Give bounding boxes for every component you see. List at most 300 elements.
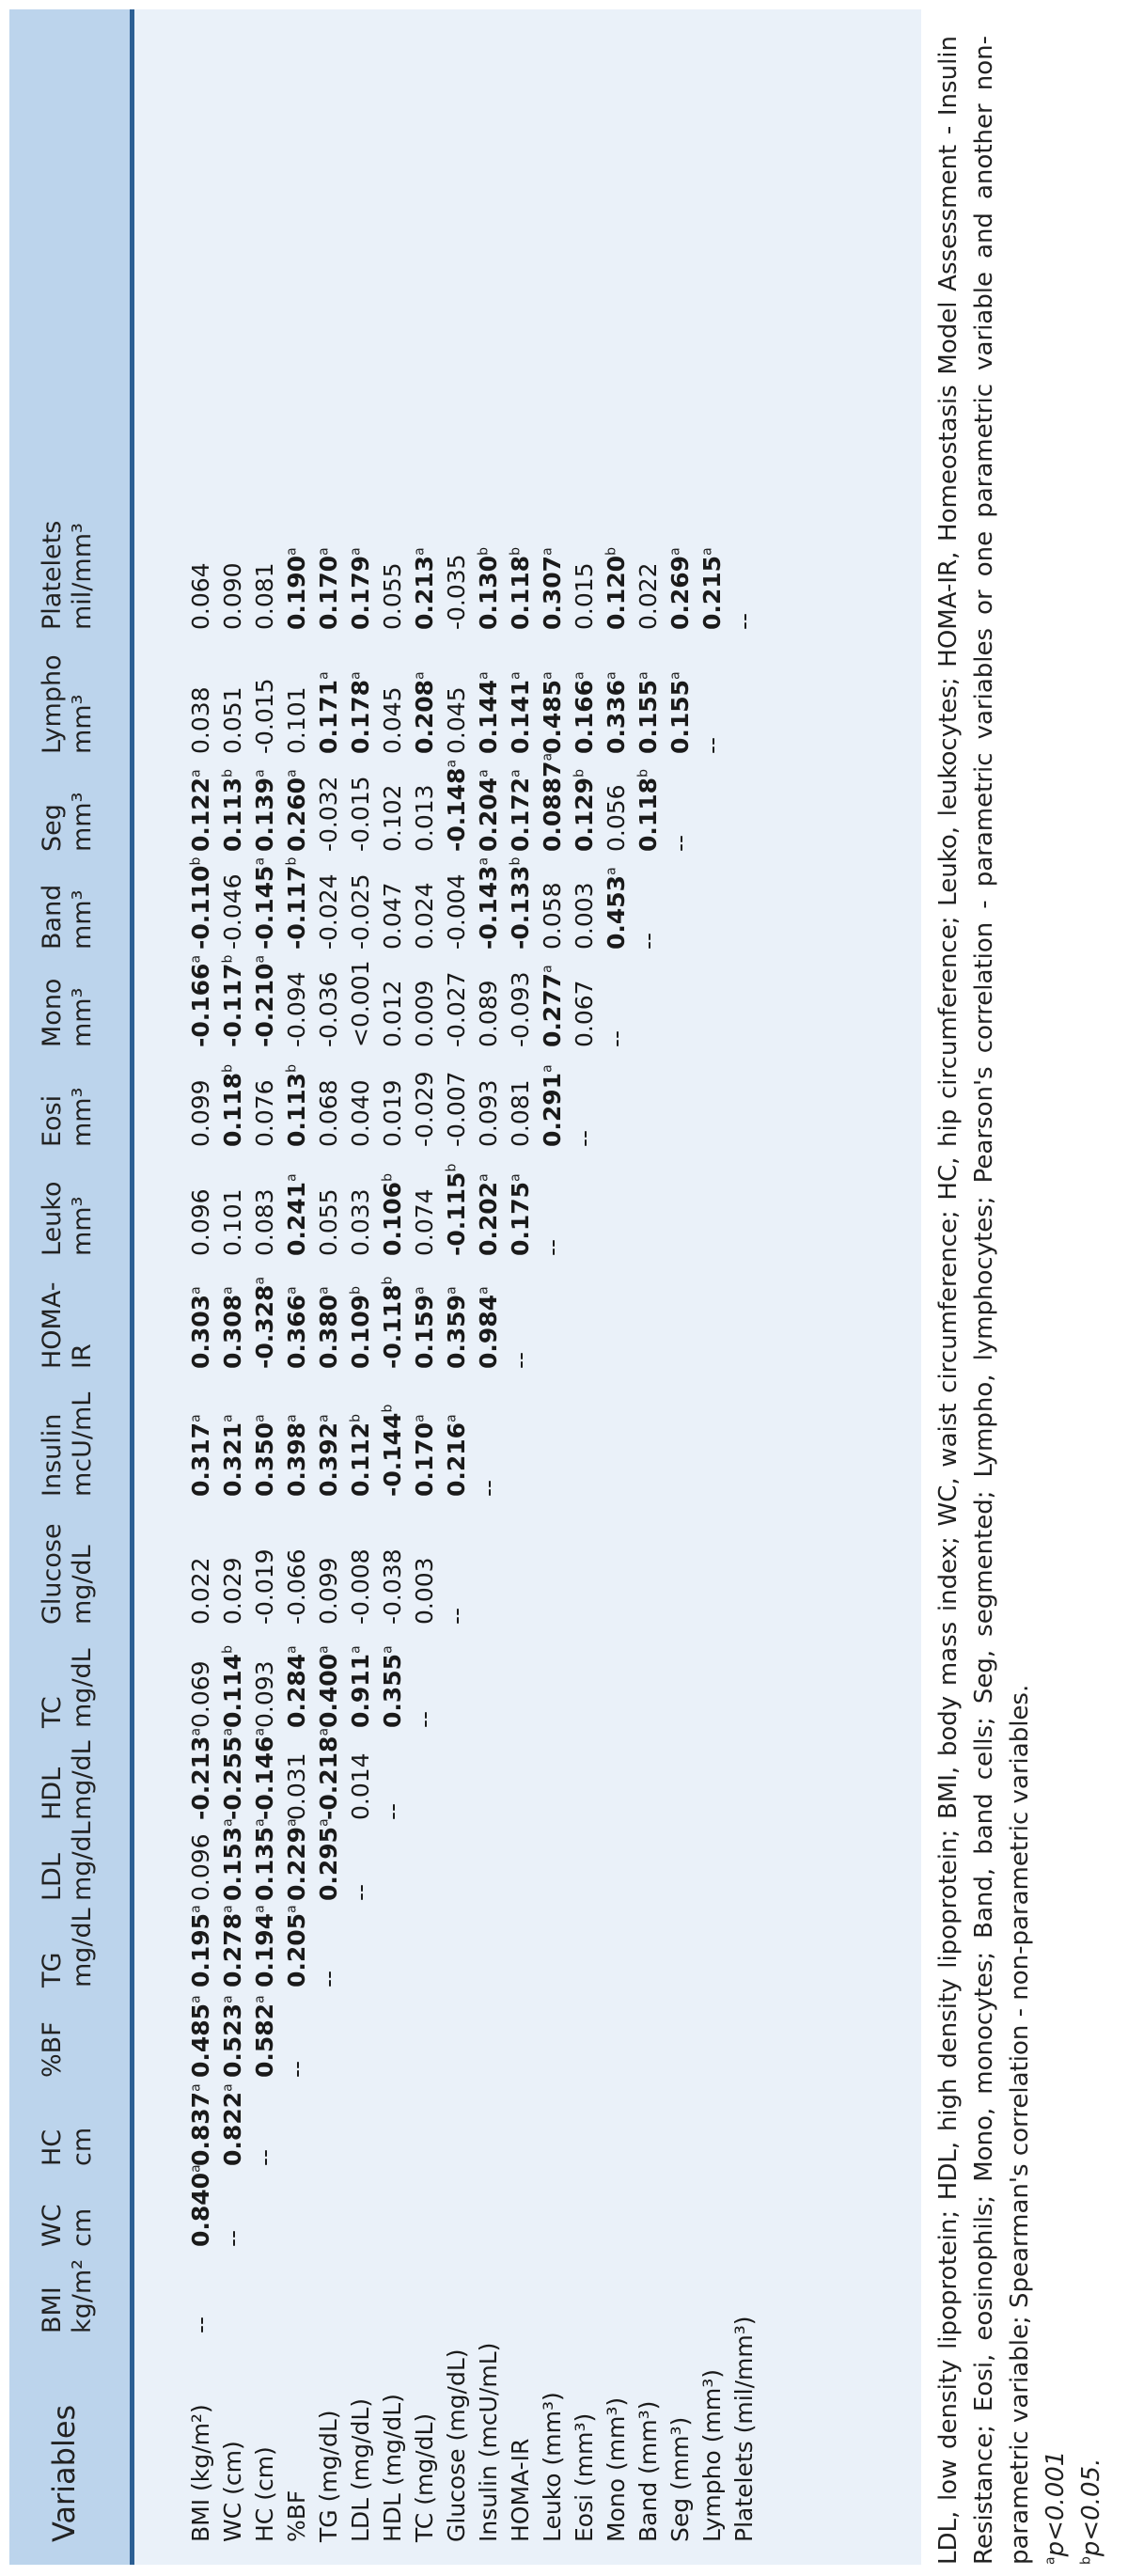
correlation-cell <box>664 498 696 630</box>
significance-marker: a <box>252 769 268 778</box>
significance-marker: a <box>508 769 524 778</box>
correlation-cell <box>728 1147 760 1256</box>
correlation-cell <box>248 630 280 754</box>
cell-value: 0.170 <box>314 555 342 630</box>
correlation-cell <box>600 1497 632 1625</box>
column-header-name: Band <box>38 884 67 950</box>
correlation-cell <box>344 2166 376 2247</box>
significance-marker: a <box>220 2083 236 2092</box>
correlation-cell <box>568 1147 600 1256</box>
correlation-cell <box>664 852 696 950</box>
correlation-cell <box>248 950 280 1047</box>
column-header <box>9 1369 169 1497</box>
column-header-unit: mm³ <box>68 987 97 1047</box>
cell-value: 0.003 <box>570 882 598 950</box>
correlation-cell <box>536 852 568 950</box>
correlation-cell <box>408 1497 440 1625</box>
cell-value: 0.019 <box>378 1079 406 1147</box>
correlation-cell <box>169 1497 216 1625</box>
correlation-cell <box>696 1497 728 1625</box>
column-header <box>9 2247 169 2333</box>
cell-value: 0.040 <box>346 1079 374 1147</box>
significance-marker: b <box>220 769 236 778</box>
column-header-unit: cm <box>68 2127 97 2166</box>
significance-note-a: $^a$p<0.001 <box>1042 2450 1070 2565</box>
cell-value: 0.175 <box>506 1181 534 1256</box>
correlation-cell <box>216 2078 248 2166</box>
correlation-cell <box>248 754 280 852</box>
correlation-cell <box>216 2247 248 2333</box>
significance-note-b: $^b$p<0.05. <box>1077 2458 1105 2565</box>
correlation-cell <box>568 852 600 950</box>
correlation-cell <box>169 1901 216 1987</box>
column-header-unit: kg/m² <box>68 2259 97 2333</box>
correlation-cell <box>632 2247 664 2333</box>
cell-value: -0.007 <box>442 1071 470 1147</box>
cell-value: 0.398 <box>282 1422 310 1497</box>
correlation-cell <box>600 498 632 630</box>
cell-value: 0.022 <box>186 1557 214 1625</box>
correlation-cell <box>536 1728 568 1820</box>
significance-marker: a <box>316 1645 332 1654</box>
significance-marker: b <box>508 856 524 866</box>
correlation-cell <box>536 1987 568 2078</box>
cell-value: 0.179 <box>346 555 374 630</box>
correlation-cell <box>504 1047 536 1147</box>
significance-marker: a <box>476 1173 492 1182</box>
correlation-cell <box>169 1369 216 1497</box>
cell-value: 0.984 <box>474 1294 502 1369</box>
correlation-cell <box>632 2078 664 2166</box>
cell-value: 0.216 <box>442 1422 470 1497</box>
row-label: LDL (mg/dL) <box>346 2397 374 2542</box>
row-label: TG (mg/dL) <box>314 2410 342 2542</box>
significance-marker: b <box>476 547 492 556</box>
correlation-cell <box>376 1901 408 1987</box>
correlation-cell <box>536 1147 568 1256</box>
cell-value: 0.114 <box>218 1653 246 1728</box>
column-header-unit: mm³ <box>68 694 97 754</box>
correlation-cell <box>440 1820 472 1901</box>
cell-value: -- <box>634 932 662 950</box>
correlation-cell <box>728 1625 760 1728</box>
correlation-cell <box>216 852 248 950</box>
table-row <box>344 498 376 2565</box>
correlation-cell <box>312 1497 344 1625</box>
significance-marker: a <box>188 1414 204 1422</box>
correlation-cell <box>600 1987 632 2078</box>
correlation-cell <box>376 630 408 754</box>
correlation-cell <box>568 1369 600 1497</box>
table-header-row <box>9 498 169 2565</box>
correlation-cell <box>568 2247 600 2333</box>
cell-value: 0.380 <box>314 1294 342 1369</box>
correlation-cell <box>408 630 440 754</box>
significance-marker: a <box>540 671 556 680</box>
correlation-cell <box>408 1256 440 1369</box>
cell-value: -0.213 <box>186 1736 214 1820</box>
correlation-cell <box>344 1369 376 1497</box>
correlation-cell <box>408 1147 440 1256</box>
correlation-cell <box>536 498 568 630</box>
correlation-cell <box>169 498 216 630</box>
correlation-cell <box>472 852 504 950</box>
column-header-unit: mm³ <box>68 889 97 950</box>
correlation-cell <box>504 630 536 754</box>
cell-value: -- <box>186 2316 214 2333</box>
table-row <box>472 498 504 2565</box>
cell-value: -0.027 <box>442 971 470 1047</box>
correlation-cell <box>568 950 600 1047</box>
correlation-cell <box>248 1987 280 2078</box>
cell-value: 0.0887 <box>538 761 566 852</box>
column-header-name: Glucose <box>38 1523 67 1625</box>
significance-marker: a <box>188 769 204 778</box>
correlation-cell <box>696 1820 728 1901</box>
correlation-cell <box>376 1820 408 1901</box>
correlation-cell <box>216 754 248 852</box>
column-header-name: Platelets <box>38 520 67 630</box>
cell-value: 0.013 <box>410 784 438 852</box>
correlation-cell <box>440 2078 472 2166</box>
row-label: Band (mm³) <box>634 2400 662 2542</box>
correlation-cell <box>568 1728 600 1820</box>
cell-value: 0.355 <box>378 1653 406 1728</box>
cell-value: -0.144 <box>378 1412 406 1497</box>
cell-value: 0.172 <box>506 777 534 852</box>
correlation-cell <box>248 1625 280 1728</box>
significance-marker: b <box>572 769 588 778</box>
table-row <box>568 498 600 2565</box>
significance-marker: a <box>188 2164 204 2173</box>
cell-value: 0.067 <box>570 980 598 1047</box>
significance-marker: b <box>220 1645 236 1654</box>
significance-marker: a <box>284 1414 300 1422</box>
column-header-name: Seg <box>38 804 67 852</box>
correlation-cell <box>728 950 760 1047</box>
row-label: Seg (mm³) <box>666 2416 694 2542</box>
cell-value: 0.056 <box>602 784 630 852</box>
correlation-cell <box>568 1901 600 1987</box>
cell-value: -- <box>729 612 758 630</box>
correlation-cell <box>536 754 568 852</box>
significance-marker: a <box>188 1286 204 1295</box>
column-header <box>9 1497 169 1625</box>
correlation-cell <box>504 1728 536 1820</box>
correlation-cell <box>504 1369 536 1497</box>
correlation-cell <box>280 1256 312 1369</box>
table-row <box>600 498 632 2565</box>
correlation-cell <box>696 1901 728 1987</box>
cell-value: -0.008 <box>346 1548 374 1625</box>
cell-value: 0.822 <box>218 2091 246 2166</box>
column-header-unit: mm³ <box>68 1196 97 1256</box>
significance-marker: b <box>444 1163 460 1172</box>
correlation-cell <box>728 1987 760 2078</box>
correlation-cell <box>376 1625 408 1728</box>
significance-marker: a <box>220 1818 236 1827</box>
significance-marker: a <box>603 671 619 680</box>
cell-value: 0.155 <box>634 679 662 754</box>
correlation-cell <box>632 950 664 1047</box>
cell-value: 0.129 <box>570 777 598 852</box>
cell-value: 0.112 <box>346 1422 374 1497</box>
correlation-cell <box>216 1047 248 1147</box>
correlation-cell <box>376 498 408 630</box>
correlation-cell <box>248 1147 280 1256</box>
cell-value: 0.120 <box>602 555 630 630</box>
correlation-cell <box>312 1625 344 1728</box>
significance-marker: a <box>412 547 428 556</box>
correlation-cell <box>344 2078 376 2166</box>
correlation-cell <box>440 2247 472 2333</box>
column-header-unit: cm <box>68 2207 97 2247</box>
cell-value: 0.096 <box>186 1188 214 1256</box>
cell-value: 0.106 <box>378 1181 406 1256</box>
significance-marker: a <box>603 867 619 875</box>
cell-value: 0.038 <box>186 686 214 754</box>
cell-value: 0.118 <box>634 777 662 852</box>
column-header-unit: mm³ <box>68 1087 97 1147</box>
correlation-cell <box>472 1901 504 1987</box>
significance-marker: b <box>380 1276 396 1285</box>
cell-value: 0.022 <box>634 562 662 630</box>
correlation-cell <box>312 1369 344 1497</box>
correlation-cell <box>216 1820 248 1901</box>
cell-value: 0.303 <box>186 1294 214 1369</box>
correlation-cell <box>568 630 600 754</box>
cell-value: 0.195 <box>186 1912 214 1987</box>
cell-value: -0.148 <box>442 767 470 852</box>
correlation-cell <box>408 2247 440 2333</box>
correlation-cell <box>169 1820 216 1901</box>
correlation-cell <box>344 2247 376 2333</box>
correlation-cell <box>504 950 536 1047</box>
correlation-cell <box>664 1497 696 1625</box>
significance-marker: a <box>316 1818 332 1827</box>
cell-value: -- <box>666 834 694 852</box>
cell-value: -- <box>442 1607 470 1625</box>
correlation-cell <box>728 1497 760 1625</box>
significance-marker: a <box>284 1173 300 1182</box>
correlation-cell <box>440 1256 472 1369</box>
cell-value: 0.155 <box>666 679 694 754</box>
correlation-cell <box>728 1901 760 1987</box>
correlation-cell <box>440 852 472 950</box>
correlation-cell <box>600 1728 632 1820</box>
cell-value: 0.045 <box>378 686 406 754</box>
significance-marker: a <box>635 671 651 680</box>
correlation-cell <box>600 2247 632 2333</box>
correlation-cell <box>536 1369 568 1497</box>
correlation-cell <box>376 1369 408 1497</box>
significance-marker: a <box>667 547 683 556</box>
correlation-cell <box>664 1147 696 1256</box>
correlation-cell <box>664 1728 696 1820</box>
cell-value: 0.031 <box>282 1752 310 1820</box>
correlation-cell <box>216 950 248 1047</box>
correlation-cell <box>600 1256 632 1369</box>
cell-value: -0.255 <box>218 1736 246 1820</box>
correlation-cell <box>504 1987 536 2078</box>
significance-marker: a <box>508 671 524 680</box>
correlation-cell <box>169 2247 216 2333</box>
correlation-cell <box>280 1820 312 1901</box>
cell-value: 0.159 <box>410 1294 438 1369</box>
cell-value: 0.089 <box>474 980 502 1047</box>
row-label: Mono (mm³) <box>602 2396 630 2542</box>
column-header-unit: IR <box>68 1343 97 1369</box>
cell-value: 0.178 <box>346 679 374 754</box>
column-header <box>9 950 169 1047</box>
correlation-cell <box>696 2078 728 2166</box>
correlation-cell <box>472 1256 504 1369</box>
correlation-cell <box>568 2078 600 2166</box>
cell-value: 0.015 <box>570 562 598 630</box>
cell-value: 0.096 <box>186 1833 214 1901</box>
column-header-name: TC <box>38 1696 67 1728</box>
row-label: HC (cm) <box>250 2446 278 2542</box>
cell-value: 0.911 <box>346 1653 374 1728</box>
cell-value: 0.278 <box>218 1912 246 1987</box>
cell-value: 0.113 <box>218 777 246 852</box>
correlation-cell <box>632 498 664 630</box>
correlation-cell <box>248 1820 280 1901</box>
cell-value: 0.170 <box>410 1422 438 1497</box>
cell-value: -0.038 <box>378 1548 406 1625</box>
significance-marker: a <box>284 769 300 778</box>
significance-marker: a <box>412 1414 428 1422</box>
cell-value: 0.202 <box>474 1181 502 1256</box>
correlation-cell <box>376 852 408 950</box>
row-label: Leuko (mm³) <box>538 2392 566 2542</box>
significance-marker: b <box>284 1064 300 1073</box>
correlation-cell <box>312 1820 344 1901</box>
correlation-cell <box>696 1625 728 1728</box>
cell-value: 0.139 <box>250 777 278 852</box>
cell-value: 0.277 <box>538 972 566 1047</box>
correlation-cell <box>600 1369 632 1497</box>
significance-marker: a <box>348 1645 364 1654</box>
column-header <box>9 1047 169 1147</box>
table-row <box>728 498 760 2565</box>
table-row <box>536 498 568 2565</box>
correlation-cell <box>632 1497 664 1625</box>
correlation-cell <box>504 2166 536 2247</box>
correlation-cell <box>696 630 728 754</box>
significance-marker: a <box>252 1727 268 1736</box>
correlation-cell <box>472 630 504 754</box>
correlation-cell <box>664 1047 696 1147</box>
correlation-cell <box>696 2247 728 2333</box>
cell-value: 0.840 <box>186 2172 214 2247</box>
column-header <box>9 754 169 852</box>
correlation-cell <box>632 1369 664 1497</box>
significance-marker: a <box>252 1905 268 1913</box>
cell-value: 0.099 <box>314 1557 342 1625</box>
cell-value: -- <box>410 1710 438 1728</box>
significance-marker: a <box>284 1905 300 1913</box>
correlation-cell <box>536 1047 568 1147</box>
cell-value: 0.118 <box>506 555 534 630</box>
row-label: TC (mg/dL) <box>410 2412 438 2542</box>
significance-marker: a <box>412 1286 428 1295</box>
column-header-unit: mg/dL <box>68 1648 97 1728</box>
table-footnotes <box>931 36 1109 2565</box>
cell-value: 0.269 <box>666 555 694 630</box>
cell-value: 0.295 <box>314 1826 342 1901</box>
cell-value: 0.204 <box>474 777 502 852</box>
correlation-cell <box>600 1820 632 1901</box>
correlation-cell <box>312 1147 344 1256</box>
cell-value: 0.012 <box>378 980 406 1047</box>
significance-marker: b <box>220 1064 236 1073</box>
correlation-cell <box>600 2078 632 2166</box>
cell-value: -- <box>282 2060 310 2078</box>
significance-marker: a <box>188 1727 204 1736</box>
correlation-cell <box>169 754 216 852</box>
column-header-unit: mm³ <box>68 792 97 852</box>
correlation-cell <box>472 1497 504 1625</box>
correlation-cell <box>728 852 760 950</box>
cell-value: 0.336 <box>602 679 630 754</box>
correlation-cell <box>280 498 312 630</box>
cell-value: 0.141 <box>506 679 534 754</box>
column-header-name: WC <box>38 2204 67 2247</box>
column-header <box>9 2166 169 2247</box>
cell-value: 0.317 <box>186 1422 214 1497</box>
correlation-cell <box>376 1497 408 1625</box>
significance-marker: a <box>476 671 492 680</box>
cell-value: 0.135 <box>250 1826 278 1901</box>
correlation-cell <box>216 1625 248 1728</box>
significance-marker: a <box>476 769 492 778</box>
correlation-cell <box>216 2166 248 2247</box>
correlation-cell <box>728 2078 760 2166</box>
significance-marker: a <box>252 954 268 964</box>
correlation-cell <box>696 1728 728 1820</box>
column-header-name: Lympho <box>38 654 67 754</box>
correlation-cell <box>376 950 408 1047</box>
cell-value: 0.291 <box>538 1072 566 1147</box>
cell-value: -0.143 <box>474 865 502 950</box>
correlation-cell <box>169 1987 216 2078</box>
cell-value: 0.055 <box>314 1188 342 1256</box>
significance-marker: b <box>348 1286 364 1295</box>
correlation-cell <box>664 1820 696 1901</box>
table-row <box>216 498 248 2565</box>
correlation-cell <box>312 2078 344 2166</box>
correlation-cell <box>408 2166 440 2247</box>
cell-value: 0.284 <box>282 1653 310 1728</box>
significance-marker: a <box>284 547 300 556</box>
correlation-cell <box>312 754 344 852</box>
correlation-cell <box>312 498 344 630</box>
column-header-name: HOMA- <box>38 1281 67 1369</box>
column-header-name: HC <box>38 2128 67 2166</box>
column-header-name: LDL <box>38 1853 67 1901</box>
significance-marker: a <box>188 1905 204 1913</box>
cell-value: -0.145 <box>250 865 278 950</box>
correlation-cell <box>344 1047 376 1147</box>
correlation-cell <box>280 2166 312 2247</box>
cell-value: 0.392 <box>314 1422 342 1497</box>
correlation-cell <box>280 1728 312 1820</box>
correlation-cell <box>280 2247 312 2333</box>
significance-marker: a <box>316 1286 332 1295</box>
correlation-cell <box>344 852 376 950</box>
correlation-cell <box>728 1820 760 1901</box>
